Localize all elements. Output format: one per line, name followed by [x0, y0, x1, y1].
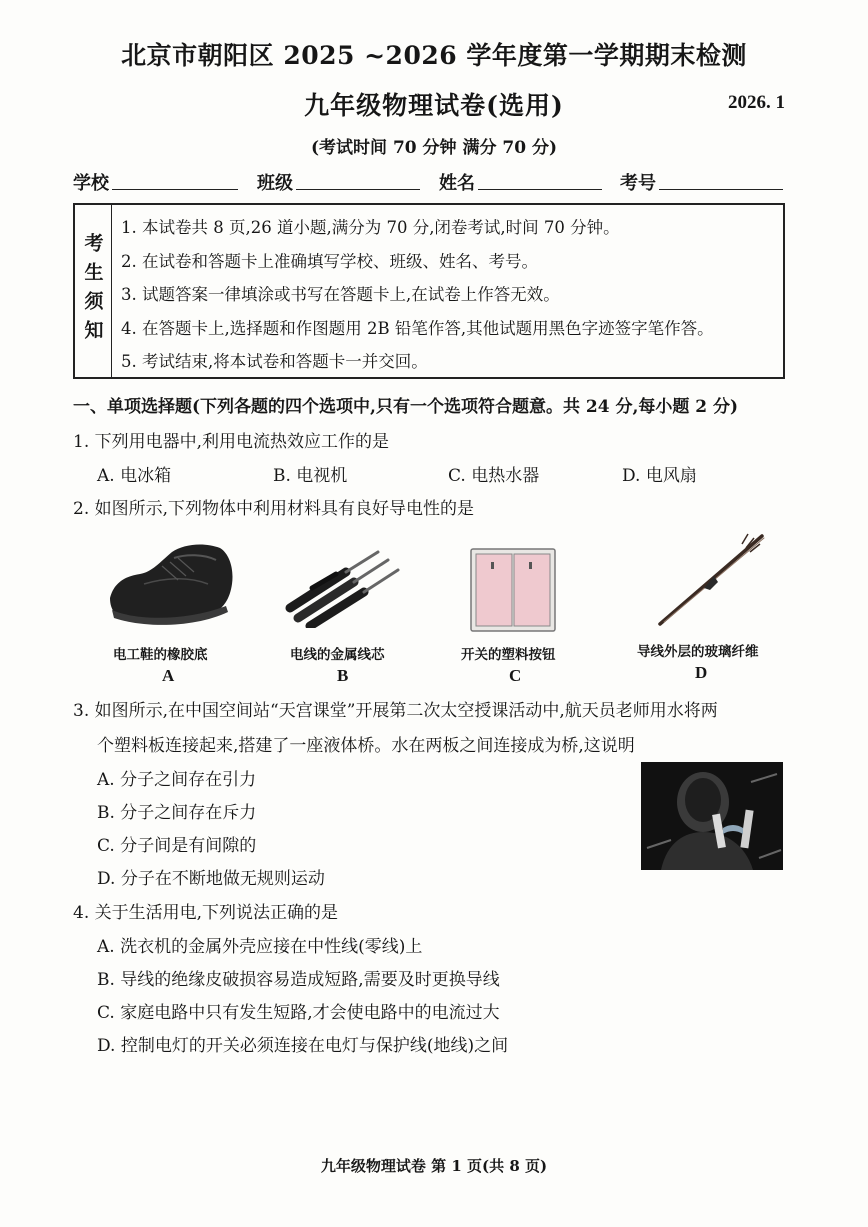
question-4-option-d[interactable]: D. 控制电灯的开关必须连接在电灯与保护线(地线)之间 — [97, 1036, 509, 1056]
notice-box — [73, 203, 785, 379]
exam-info: (考试时间 70 分钟 满分 70 分) — [311, 138, 557, 158]
question-1-option-b[interactable]: B. 电视机 — [273, 466, 348, 486]
liquid-bridge-photo — [641, 762, 783, 870]
question-3-stem-line-2: 个塑料板连接起来,搭建了一座液体桥。水在两板之间连接成为桥,这说明 — [97, 736, 635, 756]
question-1-option-c[interactable]: C. 电热水器 — [448, 466, 540, 486]
question-1-option-d[interactable]: D. 电风扇 — [622, 466, 697, 486]
exam-date: 2026. 1 — [728, 92, 785, 113]
figure-c-caption: 开关的塑料按钮 — [461, 647, 556, 663]
figure-a-letter[interactable]: A — [162, 666, 175, 685]
question-4-option-a[interactable]: A. 洗衣机的金属外壳应接在中性线(零线)上 — [97, 937, 423, 957]
notice-item: 1. 本试卷共 8 页,26 道小题,满分为 70 分,闭卷考试,时间 70 分钟。 — [121, 218, 620, 237]
question-2-stem: 2. 如图所示,下列物体中利用材料具有良好导电性的是 — [73, 499, 475, 519]
exam-title: 北京市朝阳区 2025 ~2026 学年度第一学期期末检测 — [121, 41, 747, 70]
question-3-option-a[interactable]: A. 分子之间存在引力 — [97, 770, 257, 790]
question-1-option-a[interactable]: A. 电冰箱 — [97, 466, 172, 486]
class-blank[interactable] — [296, 189, 420, 190]
question-4-option-b[interactable]: B. 导线的绝缘皮破损容易造成短路,需要及时更换导线 — [97, 970, 500, 990]
figure-b-caption: 电线的金属线芯 — [290, 647, 385, 663]
figure-d-caption: 导线外层的玻璃纤维 — [637, 644, 759, 660]
wire-image — [282, 538, 402, 628]
question-4-option-c[interactable]: C. 家庭电路中只有发生短路,才会使电路中的电流过大 — [97, 1003, 500, 1023]
question-3-option-b[interactable]: B. 分子之间存在斥力 — [97, 803, 257, 823]
question-4-stem: 4. 关于生活用电,下列说法正确的是 — [73, 903, 339, 923]
notice-list — [121, 211, 714, 379]
exam-number-blank[interactable] — [659, 189, 783, 190]
question-3-option-c[interactable]: C. 分子间是有间隙的 — [97, 836, 257, 856]
fiber-image — [654, 530, 770, 630]
switch-image — [470, 548, 556, 632]
exam-number-label: 考号 — [620, 173, 656, 194]
question-1-stem: 1. 下列用电器中,利用电流热效应工作的是 — [73, 432, 390, 452]
figure-b-letter[interactable]: B — [337, 666, 349, 685]
figure-a-caption: 电工鞋的橡胶底 — [113, 647, 208, 663]
page-footer: 九年级物理试卷 第 1 页(共 8 页) — [320, 1157, 548, 1175]
notice-heading: 考生须知 — [81, 233, 104, 349]
notice-heading-cell — [75, 205, 112, 377]
shoe-image — [104, 540, 236, 630]
name-blank[interactable] — [478, 189, 602, 190]
section-heading: 一、单项选择题(下列各题的四个选项中,只有一个选项符合题意。共 24 分,每小题 2 分) — [73, 397, 739, 417]
question-3-stem-line-1: 3. 如图所示,在中国空间站“天宫课堂”开展第二次太空授课活动中,航天员老师用水将两 — [73, 701, 718, 721]
class-label: 班级 — [257, 173, 293, 194]
school-blank[interactable] — [112, 189, 238, 190]
notice-item: 5. 考试结束,将本试卷和答题卡一并交回。 — [121, 352, 428, 371]
figure-c-letter[interactable]: C — [509, 666, 522, 685]
exam-subtitle: 九年级物理试卷(选用) — [304, 91, 564, 120]
name-label: 姓名 — [439, 173, 475, 194]
question-3-option-d[interactable]: D. 分子在不断地做无规则运动 — [97, 869, 325, 889]
school-label: 学校 — [73, 173, 109, 194]
notice-item: 2. 在试卷和答题卡上准确填写学校、班级、姓名、考号。 — [121, 251, 538, 271]
notice-item: 3. 试题答案一律填涂或书写在答题卡上,在试卷上作答无效。 — [121, 285, 560, 304]
notice-item: 4. 在答题卡上,选择题和作图题用 2B 铅笔作答,其他试题用黑色字迹签字笔作答。 — [121, 318, 714, 338]
figure-d-letter[interactable]: D — [695, 663, 708, 682]
